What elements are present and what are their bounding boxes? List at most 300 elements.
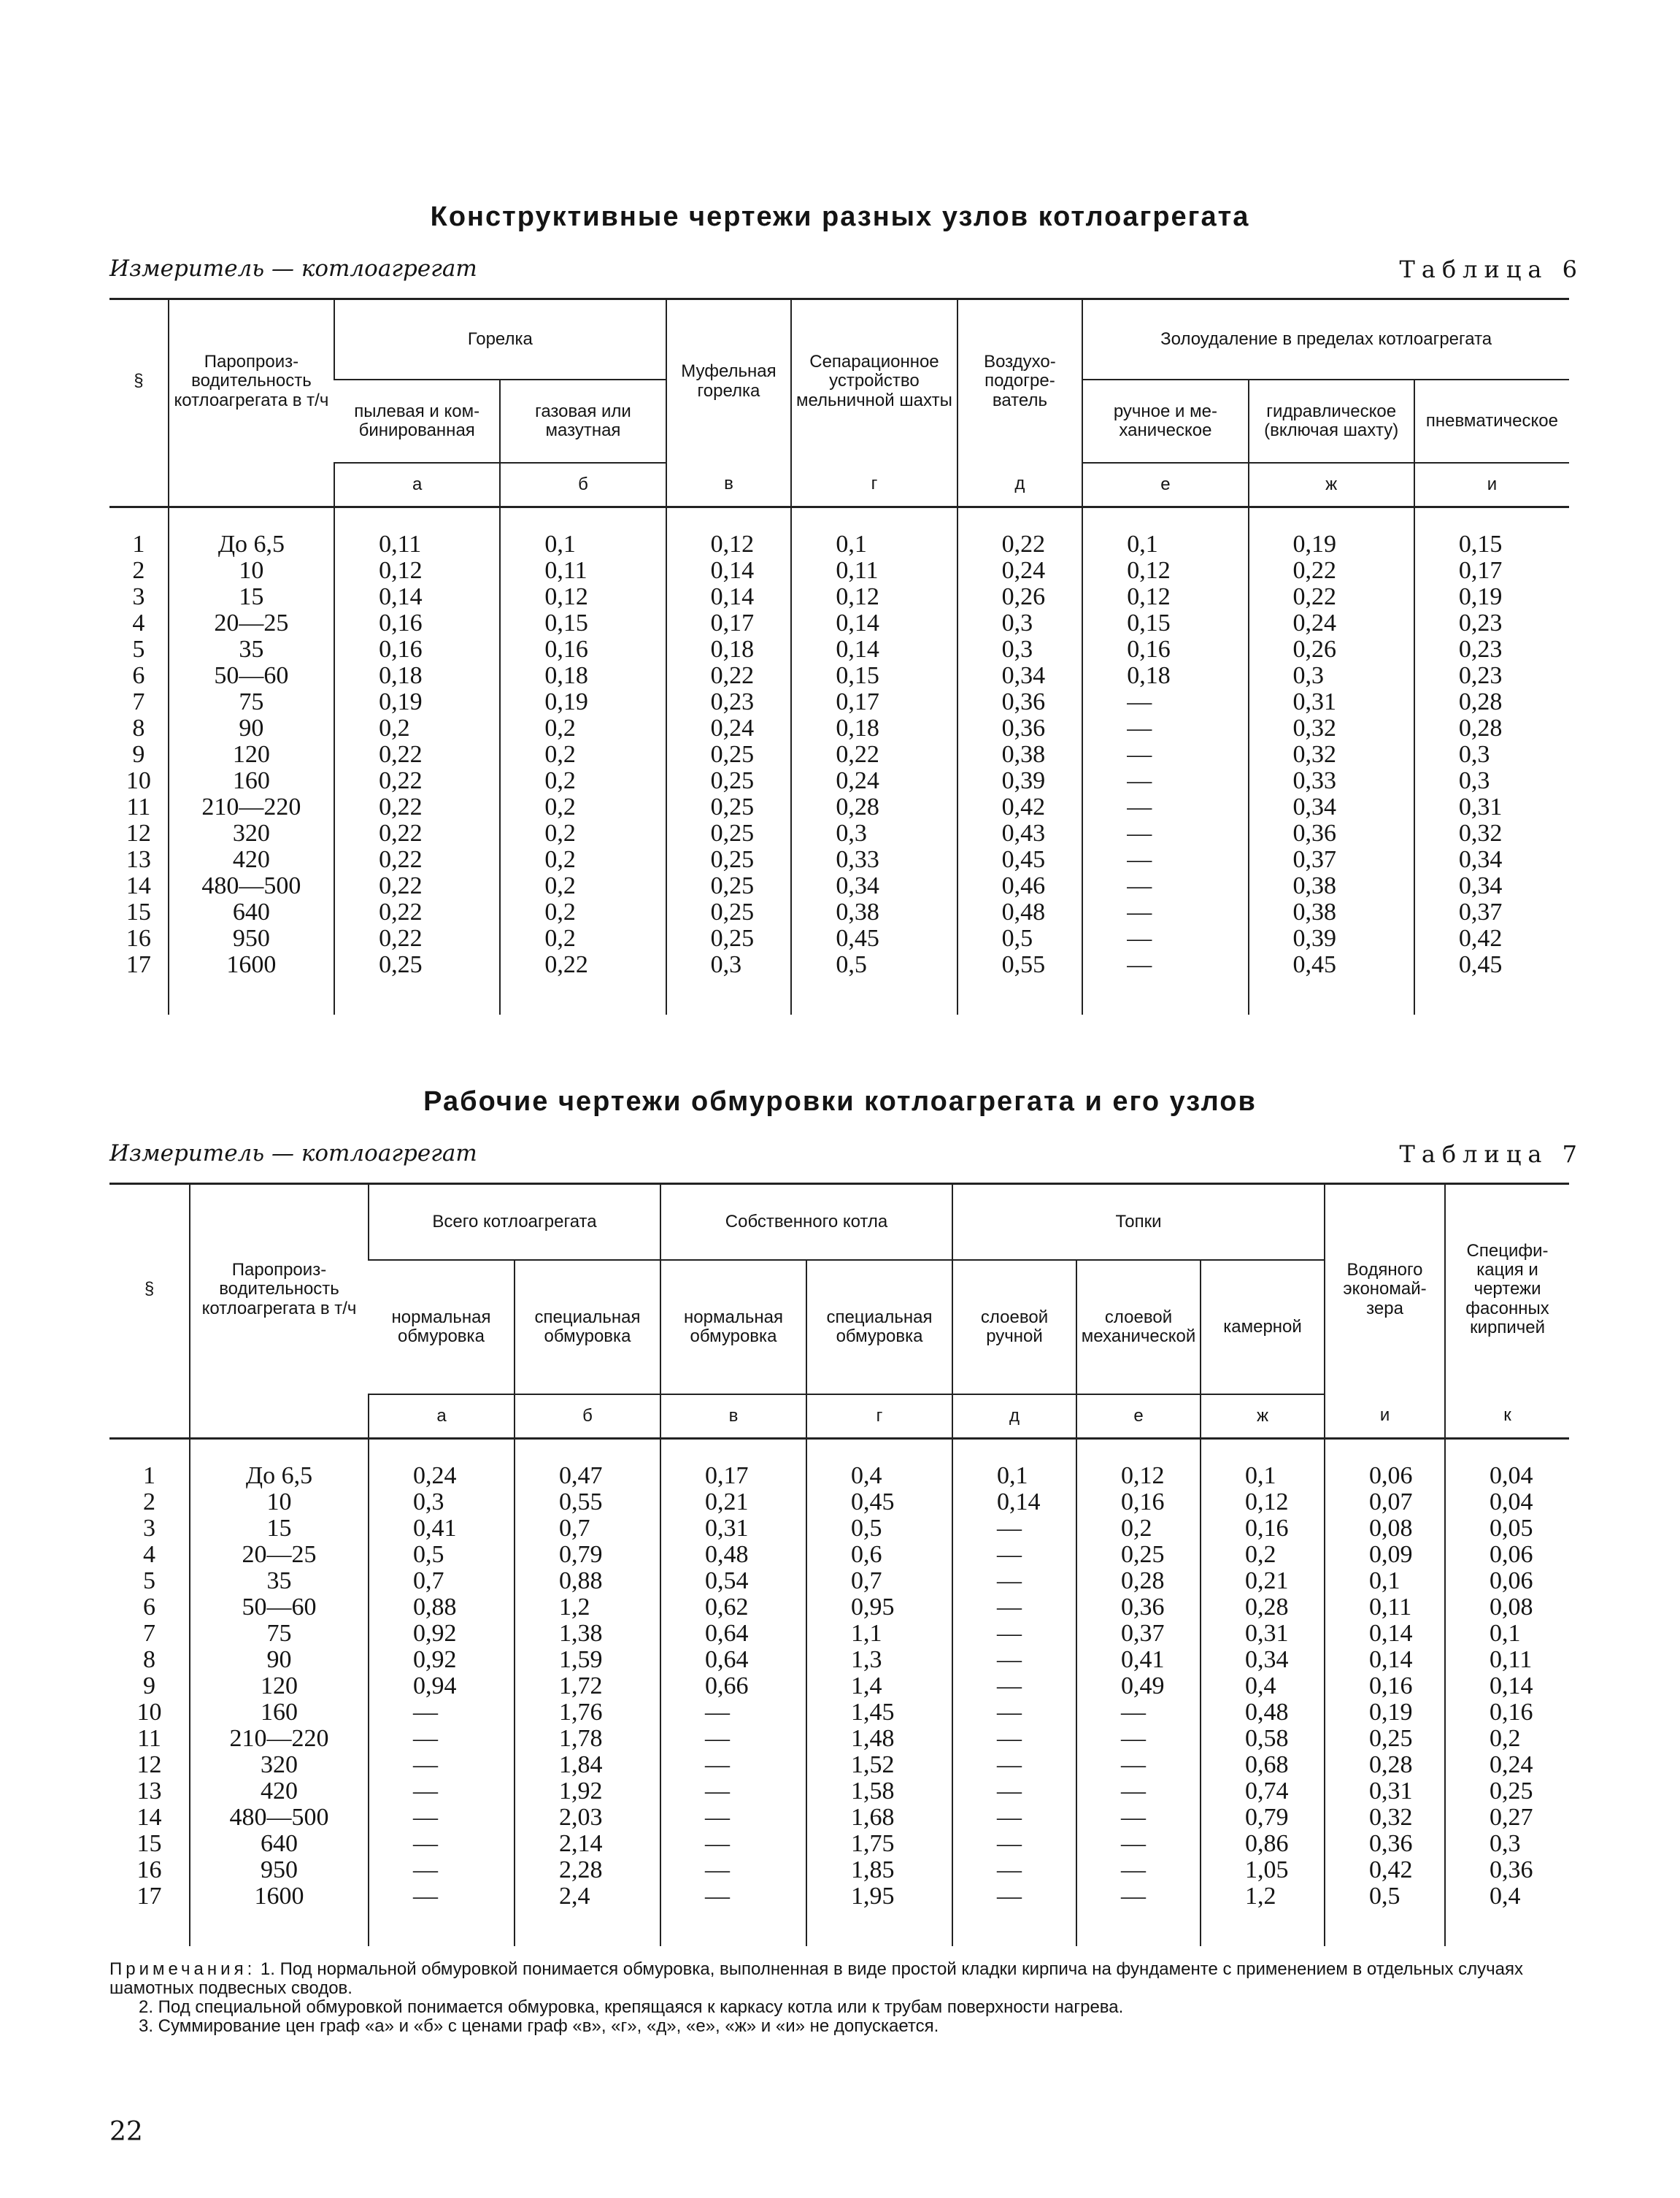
row-capacity: 640 <box>190 1831 369 1857</box>
cell-value: 0,34 <box>791 873 957 899</box>
row-number: 10 <box>136 1699 162 1726</box>
cell-value: 2,4 <box>515 1883 660 1946</box>
cell-value: 0,39 <box>957 768 1083 794</box>
col-letter: б <box>500 463 666 507</box>
table-row <box>109 1647 1569 1673</box>
cell-value: — <box>660 1726 806 1752</box>
col-letter: д <box>957 463 1083 507</box>
col-header-furnace: Топки <box>952 1184 1325 1261</box>
table-row <box>109 768 1569 794</box>
table6-measure: Измеритель — котлоагрегат <box>109 255 477 282</box>
cell-value: 1,38 <box>515 1621 660 1647</box>
cell-value: 0,41 <box>369 1515 515 1542</box>
cell-value: 0,19 <box>500 689 666 715</box>
cell-value: — <box>1082 899 1248 926</box>
row-number: 1 <box>143 1462 155 1489</box>
cell-value: 2,14 <box>515 1831 660 1857</box>
table-row <box>109 689 1569 715</box>
cell-value: 0,12 <box>1076 1439 1201 1490</box>
row-capacity: 160 <box>190 1699 369 1726</box>
table-row <box>109 1699 1569 1726</box>
row-number: 12 <box>126 820 151 847</box>
row-capacity: 50—60 <box>190 1594 369 1621</box>
cell-value: 0,31 <box>1201 1621 1325 1647</box>
cell-value: 0,12 <box>666 507 792 558</box>
table-row <box>109 610 1569 637</box>
cell-value: 0,15 <box>791 663 957 689</box>
cell-value: 0,26 <box>957 584 1083 610</box>
cell-value: 0,25 <box>334 952 500 1015</box>
row-capacity: 35 <box>190 1568 369 1594</box>
table-row <box>109 847 1569 873</box>
cell-value: 0,24 <box>369 1439 515 1490</box>
table-row <box>109 1439 1569 1490</box>
cell-value: 0,28 <box>1076 1568 1201 1594</box>
row-capacity: 90 <box>169 715 334 742</box>
cell-value: 0,38 <box>1249 899 1414 926</box>
cell-value: 0,2 <box>500 873 666 899</box>
cell-value: 0,25 <box>666 821 792 847</box>
cell-value: 0,18 <box>1082 663 1248 689</box>
row-capacity: 35 <box>169 637 334 663</box>
row-capacity: 1600 <box>190 1883 369 1946</box>
cell-value: 0,11 <box>1325 1594 1445 1621</box>
table-row <box>109 1778 1569 1805</box>
cell-value: — <box>952 1673 1076 1699</box>
cell-value: 1,45 <box>806 1699 952 1726</box>
cell-value: 0,3 <box>666 952 792 1015</box>
col-header-total-normal: нормальная обмуровка <box>369 1260 515 1394</box>
cell-value: 0,4 <box>1201 1673 1325 1699</box>
cell-value: — <box>660 1831 806 1857</box>
cell-value: — <box>369 1805 515 1831</box>
row-capacity: 75 <box>190 1621 369 1647</box>
row-number: 5 <box>132 636 145 663</box>
table7-label: Таблица 7 <box>1399 1140 1584 1168</box>
table-row <box>109 926 1569 952</box>
cell-value: 0,32 <box>1325 1805 1445 1831</box>
cell-value: 0,22 <box>957 507 1083 558</box>
row-number: 17 <box>136 1883 162 1910</box>
cell-value: 0,17 <box>1414 558 1569 584</box>
cell-value: 0,21 <box>1201 1568 1325 1594</box>
cell-value: 0,36 <box>1445 1857 1569 1883</box>
table-row <box>109 558 1569 584</box>
cell-value: 0,31 <box>1414 794 1569 821</box>
row-capacity: 210—220 <box>169 794 334 821</box>
table-row <box>109 1568 1569 1594</box>
row-capacity: 90 <box>190 1647 369 1673</box>
note-3: 3. Суммирование цен граф «а» и «б» с ценами граф «в», «г», «д», «е», «ж» и «и» не допускается. <box>139 2016 939 2036</box>
row-capacity: 10 <box>190 1489 369 1515</box>
row-number: 7 <box>143 1620 155 1647</box>
cell-value: 0,37 <box>1249 847 1414 873</box>
cell-value: — <box>1082 768 1248 794</box>
cell-value: 0,16 <box>334 637 500 663</box>
cell-value: 1,78 <box>515 1726 660 1752</box>
row-capacity: 950 <box>169 926 334 952</box>
cell-value: 0,5 <box>806 1515 952 1542</box>
col-header-number: § <box>109 299 169 464</box>
cell-value: 1,72 <box>515 1673 660 1699</box>
cell-value: — <box>952 1542 1076 1568</box>
col-letter: а <box>334 463 500 507</box>
cell-value: 0,1 <box>952 1439 1076 1490</box>
cell-value: 0,23 <box>1414 663 1569 689</box>
col-letter: г <box>791 463 957 507</box>
cell-value: 0,04 <box>1445 1489 1569 1515</box>
col-header-furnace-layer-mech: слоевой механической <box>1076 1260 1201 1394</box>
cell-value: 0,12 <box>791 584 957 610</box>
cell-value: 0,95 <box>806 1594 952 1621</box>
row-capacity: 20—25 <box>190 1542 369 1568</box>
cell-value: 0,15 <box>1414 507 1569 558</box>
cell-value: 0,1 <box>1325 1568 1445 1594</box>
cell-value: 0,2 <box>500 715 666 742</box>
cell-value: 0,34 <box>1414 847 1569 873</box>
cell-value: 0,88 <box>369 1594 515 1621</box>
cell-value: 0,5 <box>369 1542 515 1568</box>
row-number: 11 <box>137 1725 161 1752</box>
cell-value: 0,2 <box>1445 1726 1569 1752</box>
cell-value: 0,4 <box>806 1439 952 1490</box>
table-row <box>109 1673 1569 1699</box>
cell-value: 0,2 <box>500 926 666 952</box>
row-number: 15 <box>126 899 151 926</box>
cell-value: 0,94 <box>369 1673 515 1699</box>
cell-value: 0,45 <box>1249 952 1414 1015</box>
cell-value: 0,25 <box>1076 1542 1201 1568</box>
col-header-muffle-burner: Муфельная горелка <box>666 299 792 464</box>
cell-value: 0,22 <box>791 742 957 768</box>
cell-value: 0,92 <box>369 1647 515 1673</box>
cell-value: 0,55 <box>957 952 1083 1015</box>
cell-value: 0,14 <box>1325 1621 1445 1647</box>
cell-value: 0,32 <box>1249 742 1414 768</box>
cell-value: 0,25 <box>1325 1726 1445 1752</box>
cell-value: — <box>1076 1883 1201 1946</box>
cell-value: 0,37 <box>1414 899 1569 926</box>
col-header-capacity: Паропроизводительность котлоагрегата в т/ч <box>169 299 334 464</box>
cell-value: 0,34 <box>1414 873 1569 899</box>
row-capacity: 20—25 <box>169 610 334 637</box>
row-capacity: 480—500 <box>169 873 334 899</box>
cell-value: 0,22 <box>1249 584 1414 610</box>
cell-value: 1,2 <box>515 1594 660 1621</box>
cell-value: — <box>1082 821 1248 847</box>
cell-value: 0,64 <box>660 1647 806 1673</box>
cell-value: 0,23 <box>1414 610 1569 637</box>
cell-value: 0,36 <box>1249 821 1414 847</box>
cell-value: 0,11 <box>334 507 500 558</box>
cell-value: 0,12 <box>1082 558 1248 584</box>
cell-value: 0,1 <box>791 507 957 558</box>
cell-value: 0,09 <box>1325 1542 1445 1568</box>
cell-value: 0,24 <box>1249 610 1414 637</box>
cell-value: 0,86 <box>1201 1831 1325 1857</box>
cell-value: 0,3 <box>957 610 1083 637</box>
cell-value: 0,11 <box>791 558 957 584</box>
cell-value: — <box>1076 1726 1201 1752</box>
cell-value: 0,28 <box>1414 689 1569 715</box>
row-capacity: 640 <box>169 899 334 926</box>
cell-value: 1,05 <box>1201 1857 1325 1883</box>
cell-value: 0,46 <box>957 873 1083 899</box>
col-header-air-heater: Воздухоподогреватель <box>957 299 1083 464</box>
cell-value: 0,1 <box>1082 507 1248 558</box>
col-header-economizer: Водяного экономайзера <box>1325 1184 1445 1395</box>
cell-value: 0,54 <box>660 1568 806 1594</box>
row-number: 4 <box>143 1541 155 1568</box>
col-header-ash-removal: Золоудаление в пределах котлоагрегата <box>1082 299 1569 380</box>
cell-value: — <box>952 1594 1076 1621</box>
cell-value: 0,5 <box>791 952 957 1015</box>
table7 <box>109 1183 1569 1946</box>
cell-value: 0,3 <box>1249 663 1414 689</box>
row-number: 12 <box>136 1751 162 1778</box>
cell-value: 0,22 <box>334 873 500 899</box>
cell-value: 0,2 <box>334 715 500 742</box>
cell-value: 0,47 <box>515 1439 660 1490</box>
col-header-burner: Горелка <box>334 299 666 380</box>
cell-value: 1,76 <box>515 1699 660 1726</box>
cell-value: — <box>1076 1857 1201 1883</box>
cell-value: 0,3 <box>957 637 1083 663</box>
cell-value: 0,79 <box>515 1542 660 1568</box>
cell-value: 0,66 <box>660 1673 806 1699</box>
cell-value: 1,58 <box>806 1778 952 1805</box>
col-header-total-boiler: Всего котлоагрегата <box>369 1184 660 1261</box>
cell-value: 0,3 <box>1445 1831 1569 1857</box>
row-number: 9 <box>143 1672 155 1699</box>
table6-label: Таблица 6 <box>1399 255 1584 283</box>
table-row <box>109 1489 1569 1515</box>
table-row <box>109 663 1569 689</box>
col-header-own-boiler: Собственного котла <box>660 1184 952 1261</box>
cell-value: 0,16 <box>1076 1489 1201 1515</box>
cell-value: 1,95 <box>806 1883 952 1946</box>
col-letter: д <box>952 1394 1076 1439</box>
cell-value: 0,49 <box>1076 1673 1201 1699</box>
cell-value: 0,26 <box>1249 637 1414 663</box>
row-number: 6 <box>132 662 145 689</box>
table-row <box>109 1752 1569 1778</box>
cell-value: 0,12 <box>500 584 666 610</box>
row-number: 13 <box>136 1778 162 1805</box>
cell-value: 0,14 <box>1325 1647 1445 1673</box>
cell-value: 0,18 <box>500 663 666 689</box>
cell-value: 0,3 <box>369 1489 515 1515</box>
cell-value: 0,31 <box>1249 689 1414 715</box>
cell-value: 0,55 <box>515 1489 660 1515</box>
cell-value: — <box>660 1857 806 1883</box>
cell-value: 0,16 <box>334 610 500 637</box>
col-header-furnace-layer-manual: слоевой ручной <box>952 1260 1076 1394</box>
cell-value: 0,16 <box>1445 1699 1569 1726</box>
cell-value: 0,42 <box>1414 926 1569 952</box>
row-capacity: 420 <box>169 847 334 873</box>
cell-value: 0,07 <box>1325 1489 1445 1515</box>
row-capacity: 950 <box>190 1857 369 1883</box>
cell-value: 0,08 <box>1445 1594 1569 1621</box>
cell-value: 0,15 <box>500 610 666 637</box>
row-number: 6 <box>143 1594 155 1621</box>
cell-value: 0,17 <box>660 1439 806 1490</box>
cell-value: — <box>369 1726 515 1752</box>
col-letter: и <box>1414 463 1569 507</box>
cell-value: 0,18 <box>666 637 792 663</box>
row-number: 13 <box>126 846 151 873</box>
row-capacity: 320 <box>190 1752 369 1778</box>
table-row <box>109 1831 1569 1857</box>
cell-value: 0,28 <box>1414 715 1569 742</box>
cell-value: 0,34 <box>957 663 1083 689</box>
cell-value: 0,22 <box>500 952 666 1015</box>
col-header-number: § <box>109 1184 190 1395</box>
cell-value: 0,16 <box>500 637 666 663</box>
cell-value: 1,4 <box>806 1673 952 1699</box>
cell-value: — <box>660 1805 806 1831</box>
row-capacity: 75 <box>169 689 334 715</box>
cell-value: 0,2 <box>500 794 666 821</box>
table-row <box>109 873 1569 899</box>
col-header-ash-manual: ручное и механическое <box>1082 380 1248 463</box>
cell-value: 0,19 <box>1414 584 1569 610</box>
cell-value: 0,41 <box>1076 1647 1201 1673</box>
col-letter: в <box>666 463 792 507</box>
cell-value: — <box>660 1752 806 1778</box>
cell-value: — <box>1082 689 1248 715</box>
cell-value: 0,06 <box>1445 1568 1569 1594</box>
cell-value: 0,62 <box>660 1594 806 1621</box>
cell-value: 0,31 <box>1325 1778 1445 1805</box>
col-header-separation-device: Сепарационное устройство мельничной шахты <box>791 299 957 464</box>
table-row <box>109 1726 1569 1752</box>
table-row <box>109 1857 1569 1883</box>
row-number: 4 <box>132 610 145 637</box>
col-letter: в <box>660 1394 806 1439</box>
cell-value: 0,22 <box>334 742 500 768</box>
cell-value: 0,25 <box>666 847 792 873</box>
row-capacity: 210—220 <box>190 1726 369 1752</box>
cell-value: 2,03 <box>515 1805 660 1831</box>
cell-value: — <box>952 1647 1076 1673</box>
cell-value: 0,42 <box>957 794 1083 821</box>
cell-value: 0,2 <box>500 847 666 873</box>
row-number: 2 <box>132 557 145 584</box>
cell-value: — <box>660 1778 806 1805</box>
cell-value: 0,23 <box>1414 637 1569 663</box>
table-row <box>109 1883 1569 1946</box>
table-row <box>109 1621 1569 1647</box>
cell-value: 0,22 <box>334 847 500 873</box>
cell-value: — <box>369 1883 515 1946</box>
cell-value: 0,24 <box>791 768 957 794</box>
cell-value: 0,25 <box>666 873 792 899</box>
row-number: 8 <box>132 715 145 742</box>
cell-value: 1,3 <box>806 1647 952 1673</box>
cell-value: 0,2 <box>1201 1542 1325 1568</box>
cell-value: 0,88 <box>515 1568 660 1594</box>
col-letter: и <box>1325 1394 1445 1439</box>
cell-value: 0,21 <box>660 1489 806 1515</box>
page-number: 22 <box>109 2117 143 2147</box>
cell-value: 0,04 <box>1445 1439 1569 1490</box>
notes <box>109 1960 1576 2036</box>
cell-value: 0,19 <box>334 689 500 715</box>
cell-value: — <box>369 1699 515 1726</box>
note-1-text: 1. Под нормальной обмуровкой понимается обмуровка, выполненная в виде простой кладки кирпича на фундаменте с применением в отдельных случаях шамотных подвесных сводов. <box>109 1959 1524 1998</box>
cell-value: 0,6 <box>806 1542 952 1568</box>
row-number: 14 <box>126 872 151 899</box>
cell-value: 0,38 <box>1249 873 1414 899</box>
cell-value: 0,18 <box>791 715 957 742</box>
row-number: 16 <box>136 1856 162 1883</box>
cell-value: 0,36 <box>1076 1594 1201 1621</box>
cell-value: 1,68 <box>806 1805 952 1831</box>
cell-value: 0,33 <box>791 847 957 873</box>
row-capacity: 420 <box>190 1778 369 1805</box>
cell-value: 0,5 <box>1325 1883 1445 1946</box>
table-row <box>109 715 1569 742</box>
cell-value: — <box>1082 794 1248 821</box>
row-number: 9 <box>132 741 145 768</box>
cell-value: 0,48 <box>1201 1699 1325 1726</box>
cell-value: — <box>369 1778 515 1805</box>
row-number: 8 <box>143 1646 155 1673</box>
cell-value: 0,25 <box>666 768 792 794</box>
col-header-burner-dust: пылевая и комбинированная <box>334 380 500 463</box>
note-2: 2. Под специальной обмуровкой понимается обмуровка, крепящаяся к каркасу котла или к трубам поверхности нагрева. <box>139 1997 1124 2017</box>
row-number: 14 <box>136 1804 162 1831</box>
table6 <box>109 298 1569 1015</box>
cell-value: — <box>660 1883 806 1946</box>
cell-value: 0,64 <box>660 1621 806 1647</box>
cell-value: — <box>369 1831 515 1857</box>
cell-value: 0,33 <box>1249 768 1414 794</box>
cell-value: 0,1 <box>500 507 666 558</box>
row-capacity: 50—60 <box>169 663 334 689</box>
cell-value: 0,11 <box>1445 1647 1569 1673</box>
cell-value: — <box>369 1752 515 1778</box>
row-capacity: 120 <box>169 742 334 768</box>
cell-value: 0,22 <box>334 926 500 952</box>
col-header-ash-pneumatic: пневматическое <box>1414 380 1569 463</box>
cell-value: 0,58 <box>1201 1726 1325 1752</box>
cell-value: 0,45 <box>806 1489 952 1515</box>
cell-value: 0,27 <box>1445 1805 1569 1831</box>
table-row <box>109 794 1569 821</box>
row-number: 5 <box>143 1567 155 1594</box>
cell-value: — <box>1082 952 1248 1015</box>
cell-value: — <box>1076 1752 1201 1778</box>
cell-value: 0,28 <box>1201 1594 1325 1621</box>
cell-value: 0,16 <box>1201 1515 1325 1542</box>
col-header-total-special: специальная обмуровка <box>515 1260 660 1394</box>
cell-value: — <box>952 1778 1076 1805</box>
cell-value: 0,25 <box>1445 1778 1569 1805</box>
cell-value: — <box>952 1752 1076 1778</box>
cell-value: — <box>1082 847 1248 873</box>
cell-value: 0,12 <box>334 558 500 584</box>
cell-value: 0,22 <box>334 768 500 794</box>
cell-value: 0,25 <box>666 899 792 926</box>
row-capacity: 15 <box>169 584 334 610</box>
cell-value: 0,45 <box>791 926 957 952</box>
col-letter: б <box>515 1394 660 1439</box>
cell-value: 0,45 <box>1414 952 1569 1015</box>
cell-value: 0,05 <box>1445 1515 1569 1542</box>
